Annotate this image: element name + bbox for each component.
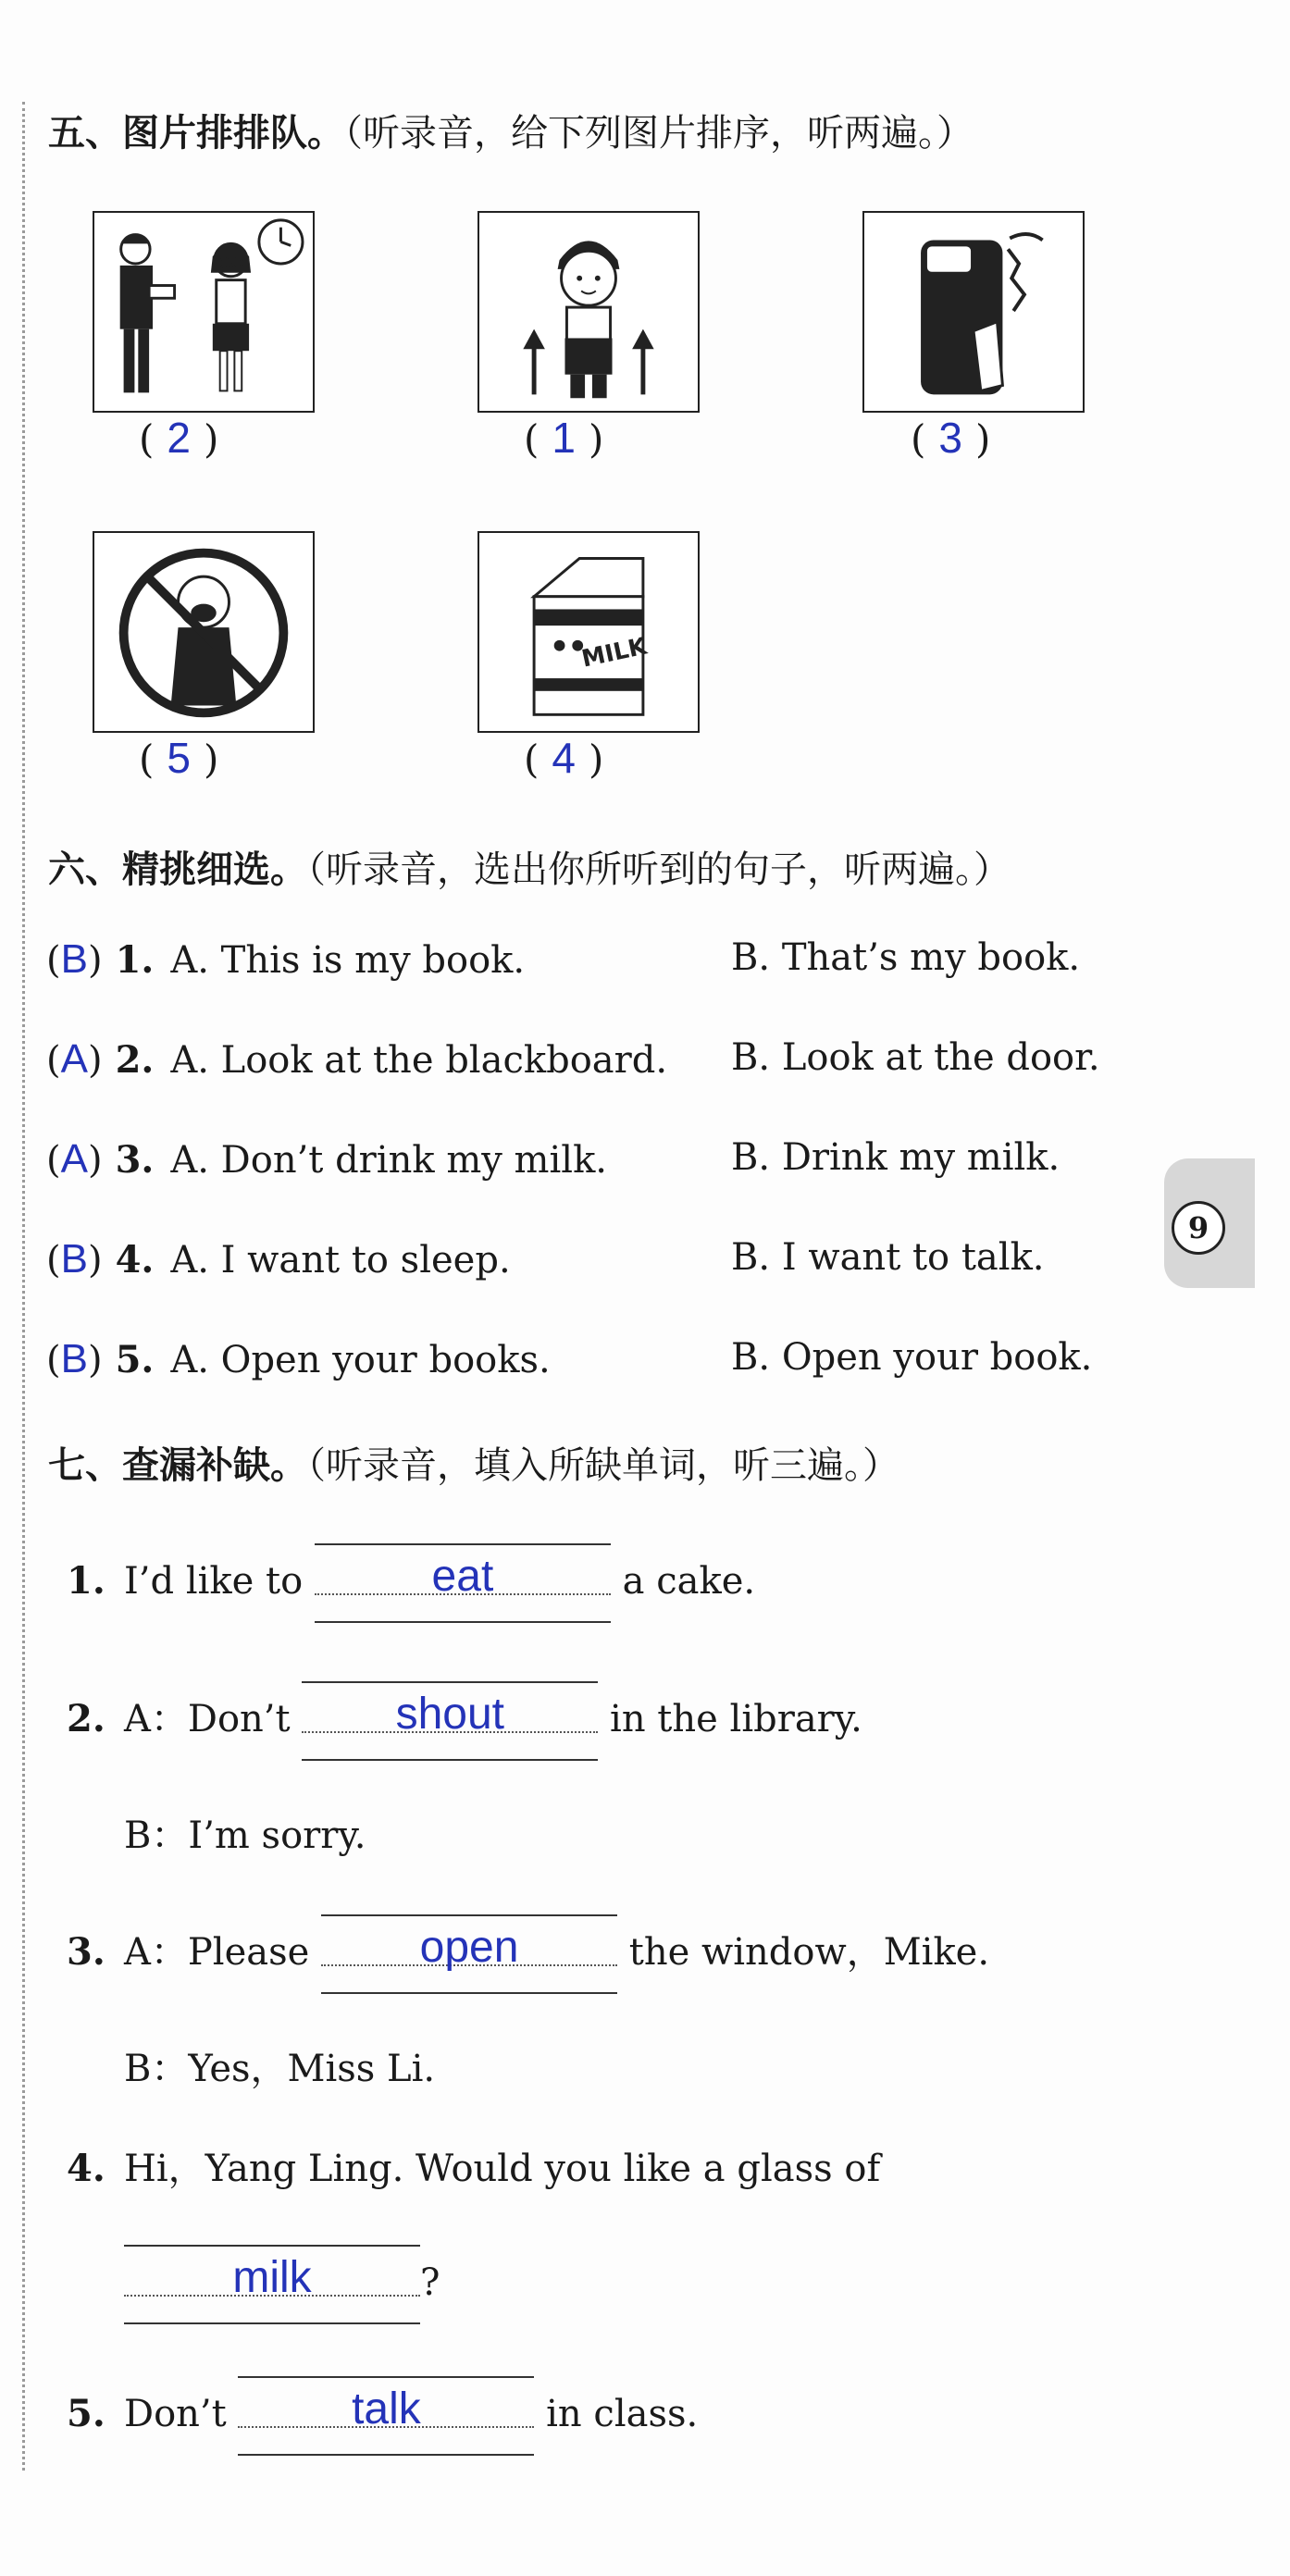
section5-heading: 五、图片排排队。（听录音，给下列图片排序，听两遍。） — [48, 112, 974, 155]
option-b: B. Look at the door. — [731, 1036, 1100, 1079]
picture-4 — [93, 531, 315, 733]
fill-item-2-reply: B：I’m sorry. — [124, 1814, 366, 1857]
question-row: (B) 1. A. This is my book. — [46, 936, 526, 982]
fill-item-4-blank-line: milk ? — [124, 2258, 440, 2304]
answer-blank: shout — [302, 1694, 598, 1739]
answer-blank: talk — [238, 2389, 534, 2434]
picture-1 — [93, 211, 315, 413]
fill-item-3-reply: B：Yes，Miss Li. — [124, 2048, 436, 2090]
answer-blank: open — [321, 1927, 617, 1972]
picture-1-answer: ( 2 ) — [139, 414, 219, 462]
picture-2-answer: ( 1 ) — [524, 414, 604, 462]
question-row: (B) 4. A. I want to sleep. — [46, 1236, 511, 1282]
picture-5-answer: ( 4 ) — [524, 734, 604, 782]
picture-5 — [478, 531, 700, 733]
boy-and-girl-with-clock-icon — [94, 213, 313, 411]
section7-heading: 七、查漏补缺。（听录音，填入所缺单词，听三遍。） — [48, 1444, 899, 1487]
milk-carton-icon — [479, 533, 698, 731]
closing-door-icon — [864, 213, 1083, 411]
option-b: B. That’s my book. — [731, 936, 1081, 979]
answer-blank: eat — [315, 1556, 611, 1601]
question-row: (B) 5. A. Open your books. — [46, 1336, 551, 1381]
picture-3-answer: ( 3 ) — [911, 414, 991, 462]
fill-item-4: 4. Hi，Yang Ling. Would you like a glass of — [67, 2147, 881, 2190]
option-b: B. I want to talk. — [731, 1236, 1045, 1279]
picture-4-answer: ( 5 ) — [139, 734, 219, 782]
no-shouting-icon — [94, 533, 313, 731]
answer-blank: milk — [124, 2258, 420, 2302]
page-number-tab — [1164, 1158, 1255, 1288]
fill-item-2: 2. A：Don’t shout in the library. — [67, 1690, 862, 1742]
question-row: (A) 3. A. Don’t drink my milk. — [46, 1136, 608, 1182]
picture-2 — [478, 211, 700, 413]
margin-dotted-line — [22, 102, 25, 2471]
question-row: (A) 2. A. Look at the blackboard. — [46, 1036, 668, 1082]
option-b: B. Open your book. — [731, 1336, 1093, 1379]
fill-item-5: 5. Don’t talk in class. — [67, 2389, 698, 2435]
boy-standing-up-icon — [479, 213, 698, 411]
picture-3 — [862, 211, 1085, 413]
section6-heading: 六、精挑细选。（听录音，选出你所听到的句子，听两遍。） — [48, 848, 1011, 891]
milk-label: MILK — [578, 632, 650, 674]
page-number: 9 — [1172, 1201, 1225, 1255]
option-b: B. Drink my milk. — [731, 1136, 1061, 1179]
fill-item-3: 3. A：Please open the window，Mike. — [67, 1923, 989, 1975]
fill-item-1: 1. I’d like to eat a cake. — [67, 1556, 755, 1603]
